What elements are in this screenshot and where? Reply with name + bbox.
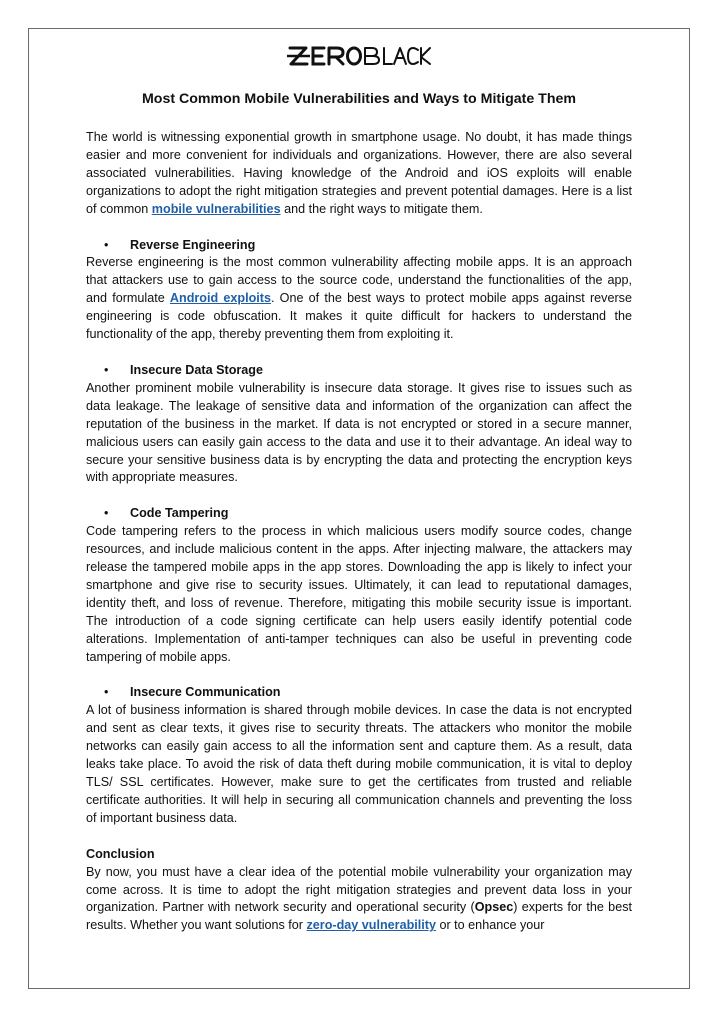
android-exploits-link[interactable]: Android exploits (169, 291, 271, 306)
communication-heading-text: Insecure Communication (130, 685, 281, 700)
zero-day-vulnerability-link[interactable]: zero-day vulnerability (306, 918, 436, 933)
section-heading-insecure-data-storage (86, 362, 632, 380)
reverse-text-before: Reverse engineering is the most common vulnerability affecting mobile apps. It is an approach that attackers use to gain access to the source code, understand the functionalities of the app, and formulate (86, 255, 632, 306)
zeroblack-logo-image (284, 40, 434, 72)
intro-text-after: and the right ways to mitigate them. (280, 201, 483, 216)
conclusion-paragraph (86, 864, 632, 936)
section-heading-insecure-communication (86, 684, 632, 702)
spacer (86, 666, 632, 684)
bullet-icon: • (104, 362, 109, 377)
document-title: Most Common Mobile Vulnerabilities and Ways to Mitigate Them (141, 91, 577, 107)
section-heading-reverse-engineering (86, 237, 632, 255)
conclusion-text-2: ) experts for the best results. Whether you want solutions for (86, 900, 632, 933)
intro-paragraph (86, 129, 632, 219)
conclusion-text-1: By now, you must have a clear idea of the potential mobile vulnerability your organization may come across. It is time to adopt the right mitigation strategies and prevent data loss in your organization. Partner with network security and operational security ( (86, 864, 632, 915)
spacer (86, 219, 632, 237)
storage-heading-text: Insecure Data Storage (130, 362, 263, 377)
section-heading-code-tampering (86, 505, 632, 523)
opsec-term: Opsec (474, 900, 514, 915)
bullet-icon: • (104, 685, 109, 700)
mobile-vulnerabilities-link[interactable]: mobile vulnerabilities (151, 201, 281, 216)
spacer (86, 344, 632, 362)
bullet-icon: • (104, 237, 109, 252)
insecure-communication-paragraph: A lot of business information is shared through mobile devices. In case the data is not encrypted and sent as clear texts, it gives rise to security threats. The attackers who monitor the mobile networks can easily gain access to all the information sent and capture them. As a result, data leaks take place. To avoid the risk of data theft during mobile communication, it is vital to deploy TLS/ SSL certificates. However, make sure to get the certificates from trusted and reliable certificate authorities. It will help in securing all communication channels and preventing the loss of important business data. (86, 703, 632, 825)
tampering-heading-text: Code Tampering (130, 506, 229, 521)
brand-logo (86, 40, 632, 80)
conclusion-text-3: or to enhance your (435, 918, 545, 933)
insecure-data-storage-paragraph: Another prominent mobile vulnerability is insecure data storage. It gives rise to issues such as data leakage. The leakage of sensitive data and information of the organization can affect the reputation of the business in the market. If data is not encrypted or stored in a secure manner, malicious users can easily gain access to the data and use it to their advantage. An ideal way to secure your sensitive business data is by encrypting the data and protecting the encryption keys with appropriate measures. (86, 380, 632, 485)
intro-text-before: The world is witnessing exponential growth in smartphone usage. No doubt, it has made things easier and more convenient for individuals and organizations. However, there are also several associated vulnerabilities. Having knowledge of the Android and iOS exploits will enable organizations to adopt the right mitigation strategies and prevent potential damages. Here is a list of common (86, 130, 632, 216)
conclusion-heading: Conclusion (86, 846, 155, 861)
spacer (86, 828, 632, 846)
reverse-engineering-paragraph (86, 254, 632, 344)
code-tampering-paragraph: Code tampering refers to the process in which malicious users modify source codes, change resources, and include malicious content in the apps. After injecting malware, the attackers may release the tampered mobile apps in the app stores. Downloading the app is likely to infect your smartphone and give rise to security issues. Ultimately, it can lead to reputational damages, identity theft, and loss of revenue. Therefore, mitigating this mobile security issue is important. The introduction of a code signing certificate can help users easily identify potential code alterations. Implementation of anti-tamper techniques can also be useful in preventing code tampering of mobile apps. (86, 524, 632, 664)
reverse-heading-text: Reverse Engineering (130, 237, 256, 252)
spacer (86, 487, 632, 505)
document-body (86, 40, 632, 935)
bullet-icon: • (104, 506, 109, 521)
reverse-text-after: . One of the best ways to protect mobile apps against reverse engineering is code obfuscation. It makes it quite difficult for hackers to understand the functionality of the app, thereby preventing them from exploiting it. (86, 291, 632, 342)
